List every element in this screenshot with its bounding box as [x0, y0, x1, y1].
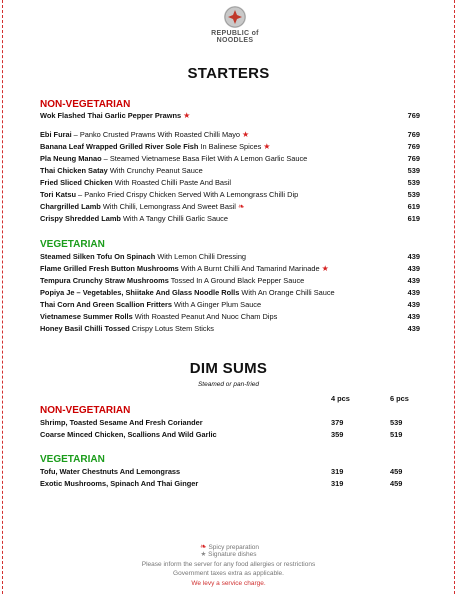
item-price: 769: [407, 154, 420, 163]
item-name: Tofu, Water Chestnuts And Lemongrass: [40, 467, 181, 476]
menu-item: [40, 166, 420, 176]
item-name: Thai Chicken Satay: [40, 166, 108, 175]
item-description: With Roasted Peanut And Nuoc Cham Dips: [132, 312, 278, 321]
starters-veg-label: VEGETARIAN: [40, 239, 105, 250]
dimsum-item: [40, 479, 420, 489]
item-description: – Panko Crusted Prawns With Roasted Chilli Mayo: [71, 130, 241, 139]
item-name: Coarse Minced Chicken, Scallions And Wild Garlic: [40, 430, 217, 439]
item-price: 439: [407, 300, 420, 309]
allergy-note: Please inform the server for any food allergies or restrictions: [141, 561, 316, 568]
item-price: 539: [407, 166, 420, 175]
star-icon: ★: [200, 551, 207, 558]
item-name: Popiya Je – Vegetables, Shiitake And Glass Noodle Rolls: [40, 288, 240, 297]
item-name: Steamed Silken Tofu On Spinach: [40, 252, 156, 261]
item-description: With Roasted Chilli Paste And Basil: [112, 178, 232, 187]
menu-item: [40, 154, 420, 164]
menu-item: [40, 111, 420, 121]
item-price: 539: [407, 178, 420, 187]
col-4pcs: 4 pcs: [331, 394, 350, 403]
menu-item: [40, 190, 420, 200]
menu-item: [40, 130, 420, 140]
item-name: Fried Sliced Chicken: [40, 178, 113, 187]
legend-spicy-text: Spicy preparation: [208, 544, 260, 551]
item-description: With Chilli, Lemongrass And Sweet Basil: [100, 202, 236, 211]
starters-nonveg-label: NON-VEGETARIAN: [40, 99, 131, 110]
item-name: Ebi Furai: [40, 130, 72, 139]
menu-item: [40, 276, 420, 286]
item-description: With A Ginger Plum Sauce: [171, 300, 262, 309]
item-description: With A Tangy Chilli Garlic Sauce: [120, 214, 228, 223]
item-price: 619: [407, 202, 420, 211]
service-charge-note: We levy a service charge.: [191, 580, 266, 587]
item-description: With Crunchy Peanut Sauce: [107, 166, 203, 175]
price-6pcs: 459: [390, 467, 403, 476]
item-price: 439: [407, 288, 420, 297]
item-name: Tori Katsu: [40, 190, 76, 199]
legend-signature-text: Signature dishes: [208, 551, 257, 558]
price-4pcs: 379: [331, 418, 344, 427]
item-name: Shrimp, Toasted Sesame And Fresh Coriander: [40, 418, 203, 427]
menu-item: [40, 202, 420, 212]
item-description: – Panko Fried Crispy Chicken Served With A Lemongrass Chilli Dip: [76, 190, 299, 199]
menu-item: [40, 300, 420, 310]
signature-star-icon: ★: [321, 264, 329, 273]
menu-item: [40, 142, 420, 152]
brand-logo: [200, 6, 270, 44]
item-description: Crispy Lotus Stem Sticks: [129, 324, 215, 333]
item-description: In Balinese Spices: [198, 142, 262, 151]
dimsums-nonveg-label: NON-VEGETARIAN: [40, 405, 131, 416]
item-price: 539: [407, 190, 420, 199]
item-price: 439: [407, 276, 420, 285]
menu-item: [40, 214, 420, 224]
item-description: – Steamed Vietnamese Basa Filet With A Lemon Garlic Sauce: [101, 154, 308, 163]
dimsum-item: [40, 430, 420, 440]
item-price: 769: [407, 111, 420, 120]
dimsums-title: DIM SUMS: [189, 360, 268, 377]
signature-star-icon: ★: [263, 142, 271, 151]
chili-icon: ❧: [199, 542, 207, 551]
price-4pcs: 319: [331, 479, 344, 488]
item-name: Tempura Crunchy Straw Mushrooms: [40, 276, 169, 285]
item-description: With A Burnt Chilli And Tamarind Marinade: [178, 264, 320, 273]
menu-item: [40, 252, 420, 262]
item-price: 769: [407, 130, 420, 139]
col-6pcs: 6 pcs: [390, 394, 409, 403]
signature-star-icon: ★: [242, 130, 250, 139]
menu-item: [40, 324, 420, 334]
tax-note: Government taxes extra as applicable.: [173, 570, 284, 577]
item-price: 769: [407, 142, 420, 151]
item-name: Vietnamese Summer Rolls: [40, 312, 133, 321]
dimsum-item: [40, 418, 420, 428]
item-name: Exotic Mushrooms, Spinach And Thai Ginger: [40, 479, 199, 488]
signature-star-icon: ★: [183, 111, 191, 120]
price-4pcs: 359: [331, 430, 344, 439]
menu-item: [40, 312, 420, 322]
starters-title: STARTERS: [187, 65, 270, 82]
item-price: 439: [407, 264, 420, 273]
menu-item: [40, 264, 420, 274]
dimsums-subtitle: Steamed or pan-fried: [197, 381, 260, 388]
dimsums-veg-label: VEGETARIAN: [40, 454, 105, 465]
item-name: Flame Grilled Fresh Button Mushrooms: [40, 264, 179, 273]
item-name: Crispy Shredded Lamb: [40, 214, 121, 223]
dimsum-item: [40, 467, 420, 477]
legend-signature: [0, 551, 457, 559]
item-price: 439: [407, 312, 420, 321]
price-4pcs: 319: [331, 467, 344, 476]
menu-item: [40, 178, 420, 188]
brand-name: REPUBLIC of NOODLES: [211, 30, 259, 44]
item-description: With Lemon Chilli Dressing: [155, 252, 247, 261]
menu-item: [40, 288, 420, 298]
item-name: Pla Neung Manao: [40, 154, 102, 163]
price-6pcs: 539: [390, 418, 403, 427]
item-name: Banana Leaf Wrapped Grilled River Sole Fish: [40, 142, 199, 151]
item-name: Wok Flashed Thai Garlic Pepper Prawns: [40, 111, 182, 120]
item-name: Chargrilled Lamb: [40, 202, 101, 211]
item-price: 619: [407, 214, 420, 223]
item-name: Honey Basil Chilli Tossed: [40, 324, 130, 333]
item-description: Tossed In A Ground Black Pepper Sauce: [168, 276, 305, 285]
item-description: With An Orange Chilli Sauce: [239, 288, 335, 297]
logo-emblem: [224, 6, 246, 28]
spicy-chili-icon: ❧: [237, 202, 245, 211]
item-price: 439: [407, 324, 420, 333]
item-name: Thai Corn And Green Scallion Fritters: [40, 300, 172, 309]
price-6pcs: 459: [390, 479, 403, 488]
price-6pcs: 519: [390, 430, 403, 439]
item-price: 439: [407, 252, 420, 261]
